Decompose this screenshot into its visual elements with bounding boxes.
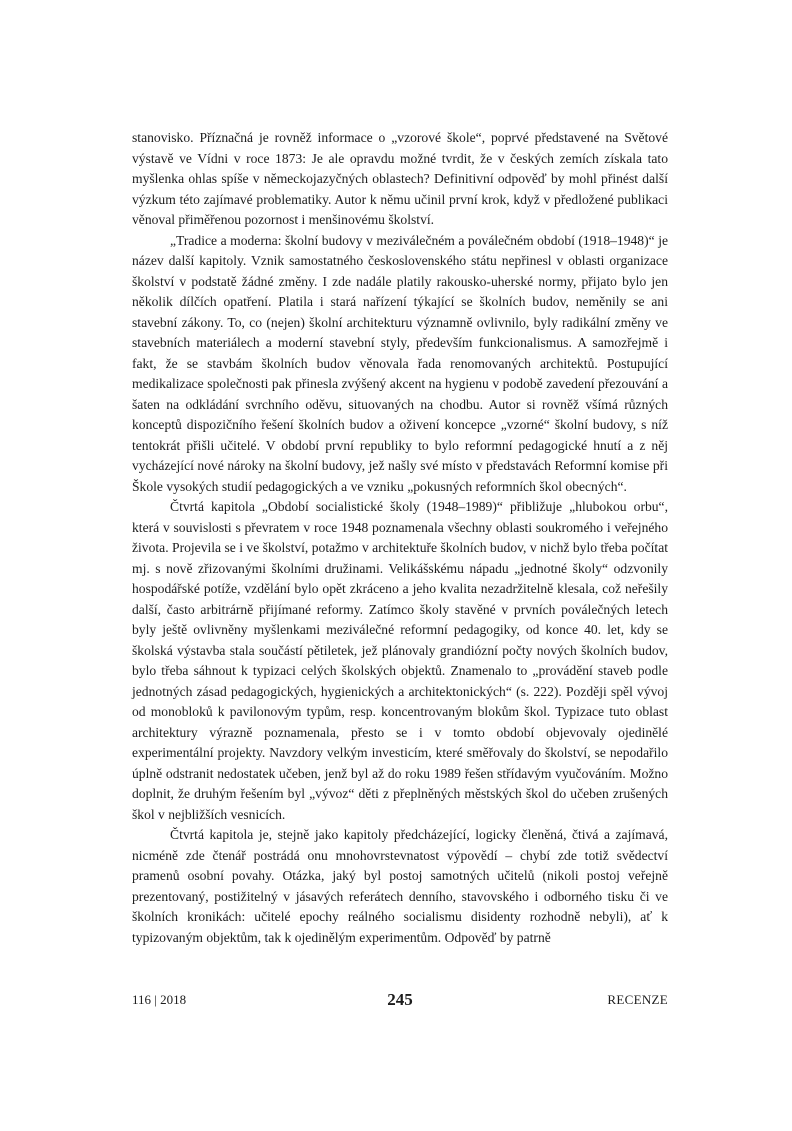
paragraph-4: Čtvrtá kapitola je, stejně jako kapitoly předcházející, logicky členěná, čtivá a zajímavá, nicméně zde čtenář postrádá onu mnohovrstevnatost výpovědí – chybí zde totiž svědectví pramenů osobní povahy. Otázka, jaký byl postoj samotných učitelů (nikoli postoj veřejně prezentovaný, postižitelný v jásavých referátech denního, stavovského i odborného tisku či ve školních kronikách: učitelé epochy reálného socialismu disidenty rozhodně nebyli), ať k typizovaným objektům, tak k ojedinělým experimentům. Odpověď by patrně: [132, 827, 668, 945]
paragraph-1: stanovisko. Příznačná je rovněž informace o „vzorové škole“, poprvé představené na Světové výstavě ve Vídni v roce 1873: Je ale opravdu možné tvrdit, že v českých zemích získala tato myšlenka ohlas spíše v německojazyčných oblastech? Definitivní odpověď by mohl přinést další výzkum této zajímavé problematiky. Autor k němu učinil první krok, když v předložené publikaci věnoval přiměřenou pozornost i menšinovému školství.: [132, 130, 668, 227]
paragraph-2: „Tradice a moderna: školní budovy v meziválečném a poválečném období (1918–1948)“ je název další kapitoly. Vznik samostatného československého státu nepřinesl v oblasti organizace školství v podstatě žádné změny. I zde nadále platily rakousko-uherské normy, přijato bylo jen několik dílčích opatření. Platila i stará nařízení týkající se školních budov, neměnily se ani stavební zákony. To, co (nejen) školní architekturu významně ovlivnilo, byly radikální změny ve stavebních materiálech a moderní stavební styly, především funkcionalismus. A samozřejmě i fakt, že se stavbám školních budov věnovala řada renomovaných architektů. Postupující medikalizace společnosti pak přinesla zvýšený akcent na hygienu v podobě zavedení přezouvání a šaten na odkládání svrchního oděvu, situovaných na chodbu. Autor si rovněž všímá různých konceptů dispozičního řešení školních budov a oživení koncepce „vzorné“ školní budovy, s níž tentokrát přišli učitelé. V období první republiky to bylo reformní pedagogické hnutí a z něj vycházející nové nároky na školní budovy, jež našly své místo v představách Reformní komise při Škole vysokých studií pedagogických a ve vzniku „pokusných reformních škol obecných“.: [132, 232, 668, 494]
page-footer: [132, 990, 668, 1012]
paragraph-3: Čtvrtá kapitola „Období socialistické školy (1948–1989)“ přibližuje „hlubokou orbu“, která v souvislosti s převratem v roce 1948 poznamenala všechny oblasti soukromého i veřejného života. Projevila se i ve školství, potažmo v architektuře školních budov, v nichž bylo třeba počítat mj. s nově zřizovanými školními družinami. Velikášskému nápadu „jednotné školy“ odzvonily hospodářské potíže, vzdělání bylo opět zkráceno a jeho kvalita nezadržitelně klesala, což neřešily další, často arbitrárně přijímané reformy. Zatímco školy stavěné v prvních poválečných letech byly ještě ovlivněny myšlenkami meziválečné reformní pedagogiky, od konce 40. let, kdy se školská výstavba stala součástí pětiletek, jež plánovaly grandiózní počty nových školních budov, bylo třeba sáhnout k typizaci celých školských objektů. Znamenalo to „provádění staveb podle jednotných zásad pedagogických, hygienických a architektonických“ (s. 222). Později spěl vývoj od monobloků k pavilonovým typům, resp. koncentrovaným blokům škol. Typizace tuto oblast architektury výrazně poznamenala, přesto se i v tomto období objevovaly ojedinělé experimentální projekty. Navzdory velkým investicím, které směřovaly do školství, se nepodařilo úplně odstranit nedostatek učeben, jenž byl až do roku 1989 řešen střídavým vyučováním. Možno doplnit, že druhým řešením byl „vývoz“ děti z přeplněných městských škol do učeben zrušených škol v nejbližších vesnicích.: [132, 499, 668, 822]
page-number: 245: [387, 990, 413, 1009]
section-label: RECENZE: [607, 992, 668, 1007]
article-body: [132, 128, 668, 948]
issue-label: 116 | 2018: [132, 992, 187, 1007]
